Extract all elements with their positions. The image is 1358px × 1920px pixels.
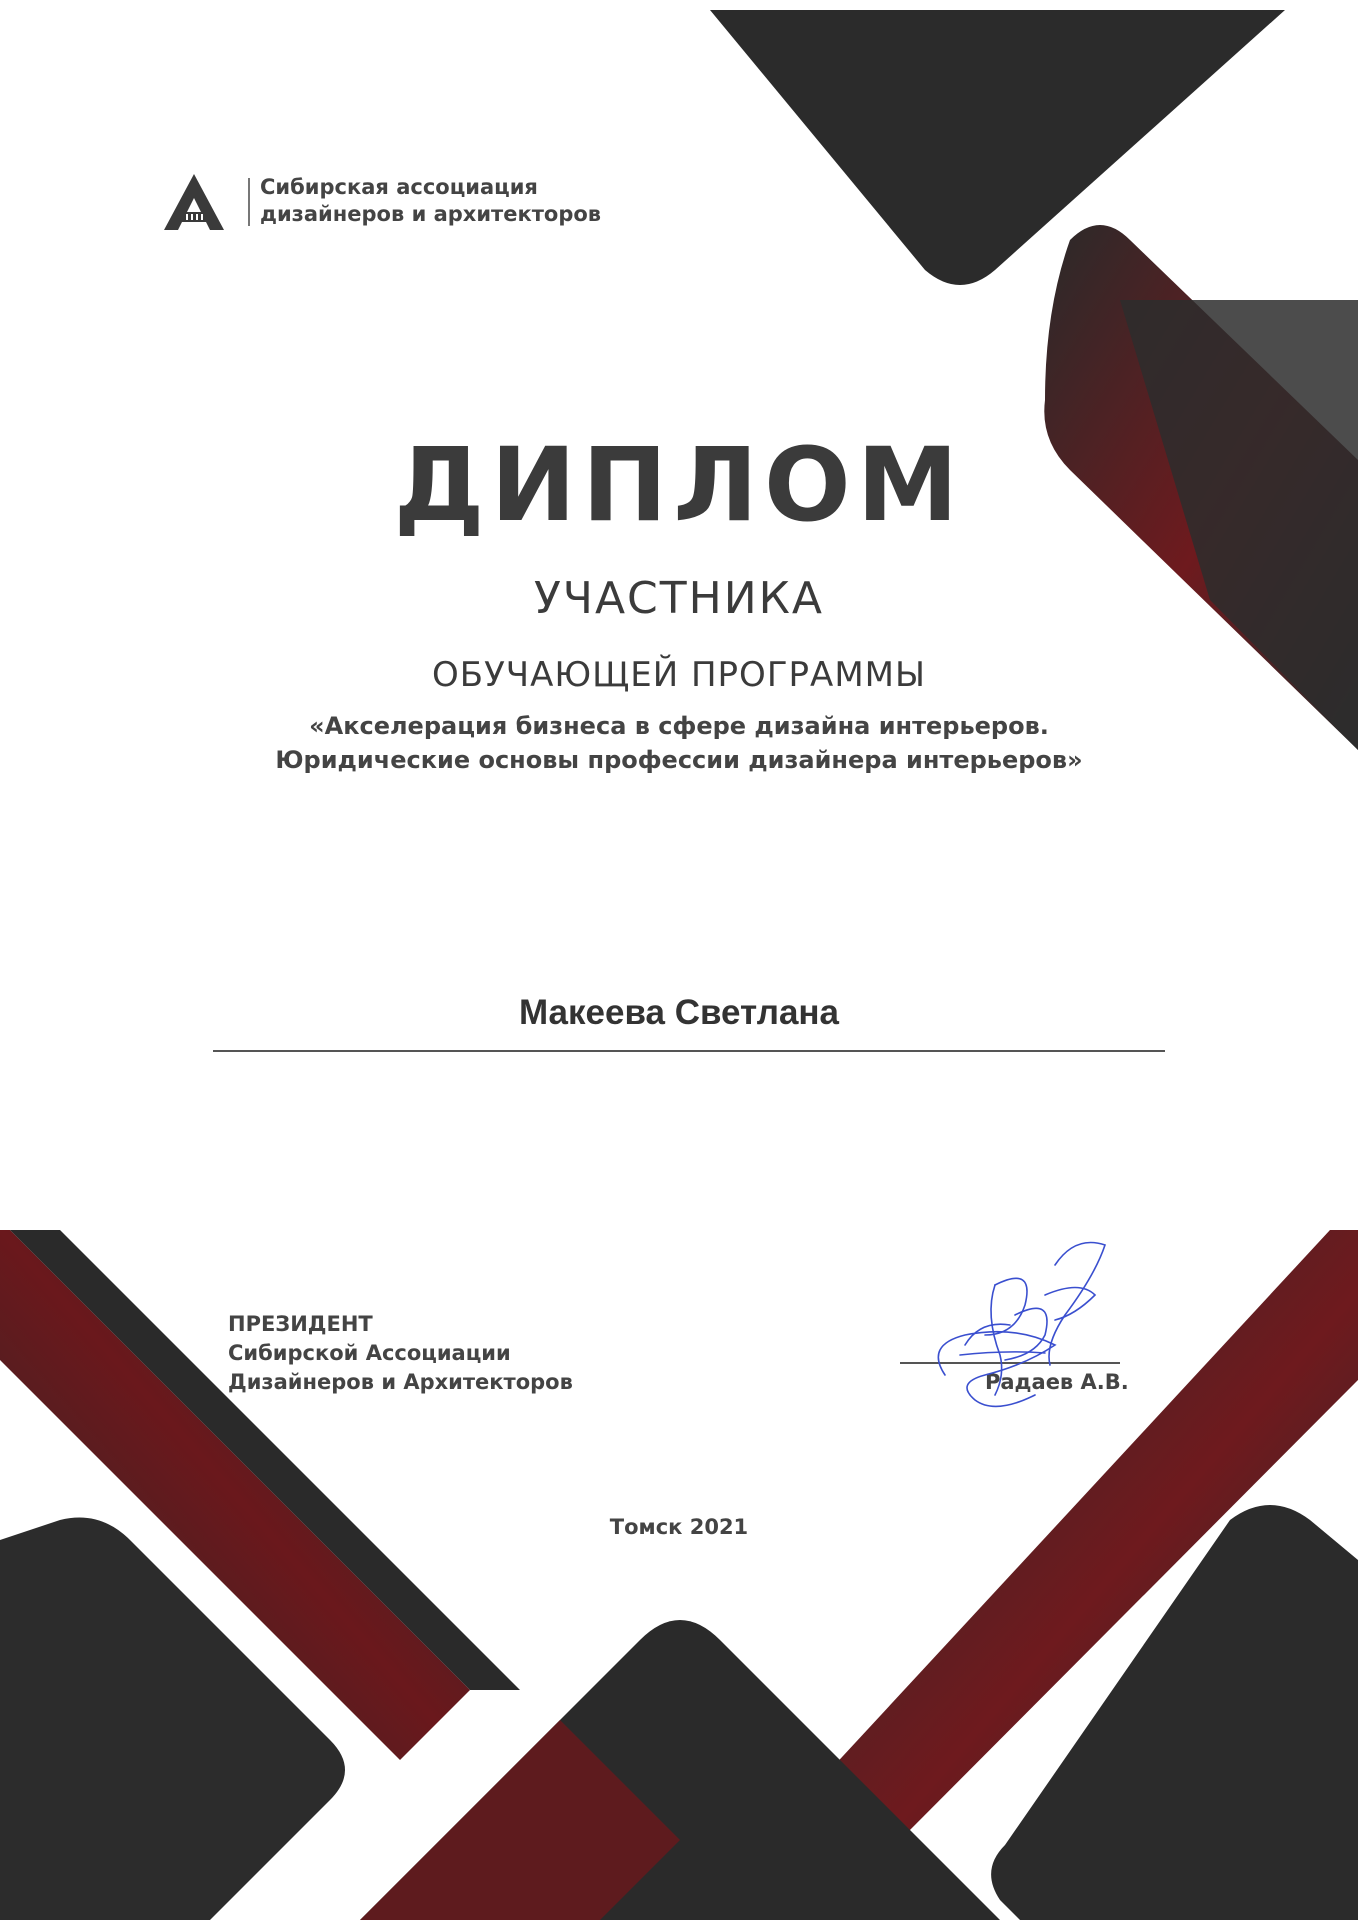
- recipient-name: Макеева Светлана: [518, 993, 840, 1032]
- president-org-line-2: Дизайнеров и Архитекторов: [228, 1370, 573, 1394]
- president-block: [228, 1310, 573, 1397]
- diploma-title: ДИПЛОМ: [393, 426, 965, 545]
- logo-line-2: дизайнеров и архитекторов: [260, 202, 602, 226]
- association-logo-icon: [162, 172, 226, 232]
- president-role: ПРЕЗИДЕНТ: [228, 1312, 373, 1336]
- logo-line-1: Сибирская ассоциация: [260, 175, 538, 199]
- place-and-year: Томск 2021: [609, 1515, 749, 1539]
- handwritten-signature: [905, 1225, 1125, 1425]
- recipient-underline: [213, 1050, 1165, 1052]
- logo-text: [260, 174, 601, 228]
- signer-name: Радаев А.В.: [985, 1370, 1129, 1394]
- program-name-line-1: «Акселерация бизнеса в сфере дизайна интерьеров.: [309, 712, 1049, 740]
- top-diamond-shape: [710, 10, 1285, 285]
- president-org-line-1: Сибирской Ассоциации: [228, 1341, 511, 1365]
- diploma-subtitle: УЧАСТНИКА: [533, 573, 824, 624]
- program-name-line-2: Юридические основы профессии дизайнера интерьеров»: [275, 746, 1083, 774]
- program-heading: ОБУЧАЮЩЕЙ ПРОГРАММЫ: [432, 655, 926, 695]
- logo-divider: [248, 178, 250, 226]
